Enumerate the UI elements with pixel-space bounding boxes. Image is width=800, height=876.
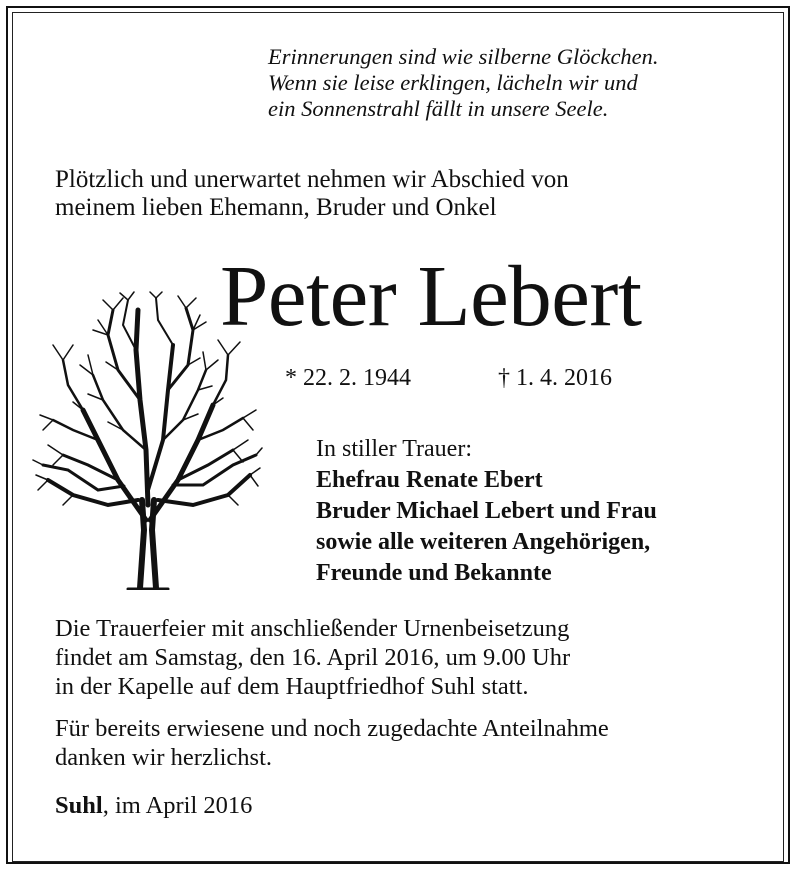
signature [55,791,252,820]
mourner-name: Freunde und Bekannte [316,560,552,586]
poem [268,44,659,122]
thanks-line: danken wir herzlichst. [55,744,273,771]
mourners-block [316,434,657,589]
mourner-name: Ehefrau Renate Ebert [316,467,543,493]
thanks-text [55,714,609,772]
funeral-info [55,614,570,701]
tree-icon [28,290,263,590]
intro-text [55,166,569,222]
mourner-name: sowie alle weiteren Angehörigen, [316,529,651,555]
deceased-name: Peter Lebert [220,247,642,344]
poem-line: Wenn sie leise erklingen, lächeln wir und [268,70,638,95]
funeral-line: Die Trauerfeier mit anschließender Urnenbeisetzung [55,615,570,642]
mourners-heading: In stiller Trauer: [316,436,472,462]
poem-line: Erinnerungen sind wie silberne Glöckchen. [268,44,659,69]
poem-line: ein Sonnenstrahl fällt in unsere Seele. [268,96,609,121]
intro-line: meinem lieben Ehemann, Bruder und Onkel [55,194,497,221]
signature-date: , im April 2016 [102,792,253,819]
birth-date: * 22. 2. 1944 [285,365,411,391]
mourner-name: Bruder Michael Lebert und Frau [316,498,657,524]
funeral-line: findet am Samstag, den 16. April 2016, um 9.00 Uhr [55,644,571,671]
funeral-line: in der Kapelle auf dem Hauptfriedhof Suhl statt. [55,673,529,700]
intro-line: Plötzlich und unerwartet nehmen wir Abschied von [55,166,569,193]
death-date: † 1. 4. 2016 [498,365,612,391]
thanks-line: Für bereits erwiesene und noch zugedachte Anteilnahme [55,715,609,742]
signature-place: Suhl [55,792,103,819]
